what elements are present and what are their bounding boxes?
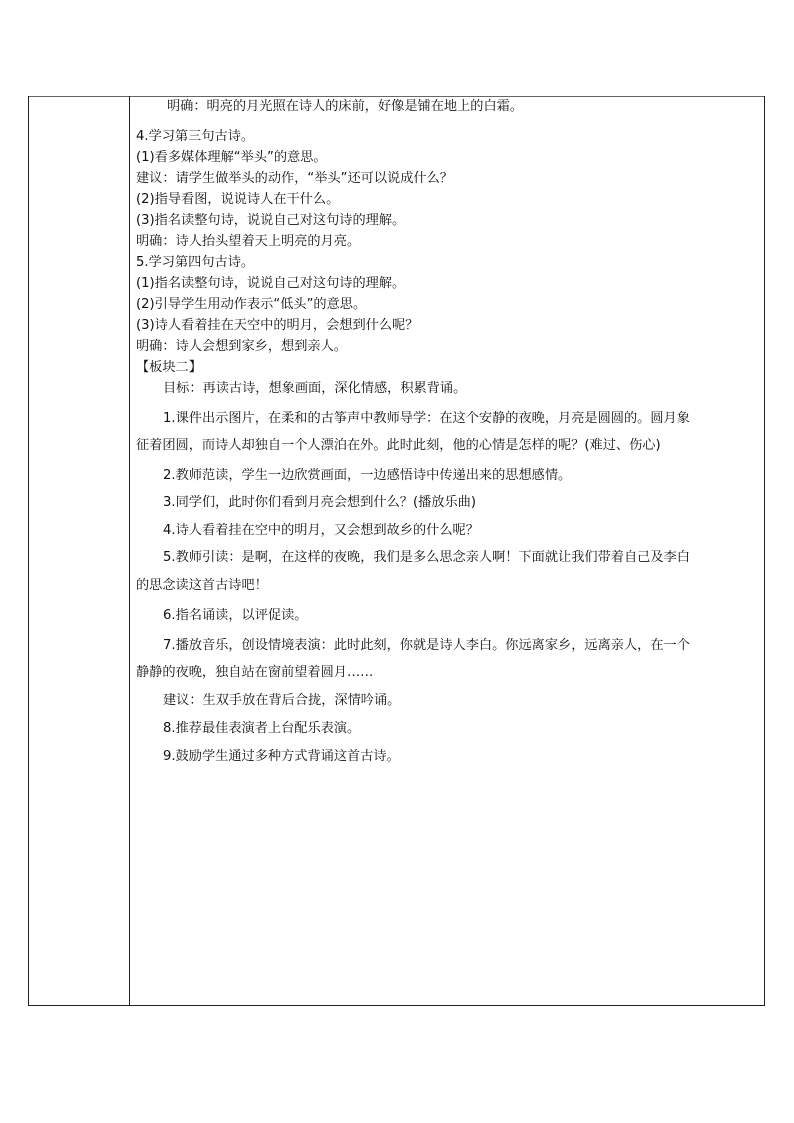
item2: 2.教师范读，学生一边欣赏画面，一边感悟诗中传递出来的思想感情。 <box>163 468 572 483</box>
item5-line1: 5.教师引读：是啊，在这样的夜晚，我们是多么思念亲人啊！下面就让我们带着自己及李白 <box>163 550 690 565</box>
item8: 8.推荐最佳表演者上台配乐表演。 <box>163 721 361 736</box>
content-cell <box>130 96 764 1005</box>
step5-item1: (1)指名读整句诗，说说自己对这句诗的理解。 <box>136 276 406 291</box>
step4-clarify: 明确：诗人抬头望着天上明亮的月亮。 <box>136 234 361 249</box>
step4-title: 4.学习第三句古诗。 <box>136 129 255 144</box>
step5-clarify: 明确：诗人会想到家乡，想到亲人。 <box>136 339 347 354</box>
intro-clarify: 明确：明亮的月光照在诗人的床前，好像是铺在地上的白霜。 <box>167 99 524 114</box>
step4-item2: (2)指导看图，说说诗人在干什么。 <box>136 192 340 207</box>
step5-item2: (2)引导学生用动作表示“低头”的意思。 <box>136 297 367 312</box>
lesson-table <box>28 96 765 1006</box>
step5-item3: (3)诗人看着挂在天空中的明月，会想到什么呢？ <box>136 318 419 333</box>
block2-title: 【板块二】 <box>136 360 202 375</box>
step4-item3: (3)指名读整句诗，说说自己对这句诗的理解。 <box>136 213 406 228</box>
item7-suggestion: 建议：生双手放在背后合拢，深情吟诵。 <box>163 693 401 708</box>
item7-line1: 7.播放音乐，创设情境表演：此时此刻，你就是诗人李白。你远离家乡，远离亲人，在一个 <box>163 638 690 653</box>
left-column-cell <box>29 96 130 1005</box>
item1-line1: 1.课件出示图片，在柔和的古筝声中教师导学：在这个安静的夜晚，月亮是圆圆的。圆月象 <box>163 411 690 426</box>
step4-suggestion: 建议：请学生做举头的动作，“举头”还可以说成什么？ <box>136 171 453 186</box>
item4: 4.诗人看着挂在空中的明月，又会想到故乡的什么呢？ <box>163 523 479 538</box>
block2-goal: 目标：再读古诗，想象画面，深化情感，积累背诵。 <box>163 381 467 396</box>
item3: 3.同学们，此时你们看到月亮会想到什么？(播放乐曲) <box>163 495 476 510</box>
item1-line2: 征着团圆，而诗人却独自一个人漂泊在外。此时此刻，他的心情是怎样的呢？(难过、伤心) <box>136 438 661 453</box>
step4-item1: (1)看多媒体理解“举头”的意思。 <box>136 150 327 165</box>
item5-line2: 的思念读这首古诗吧！ <box>136 578 268 593</box>
item6: 6.指名诵读，以评促读。 <box>163 608 308 623</box>
item7-line2: 静静的夜晚，独自站在窗前望着圆月…… <box>136 665 374 680</box>
item9: 9.鼓励学生通过多种方式背诵这首古诗。 <box>163 749 400 764</box>
step5-title: 5.学习第四句古诗。 <box>136 255 255 270</box>
